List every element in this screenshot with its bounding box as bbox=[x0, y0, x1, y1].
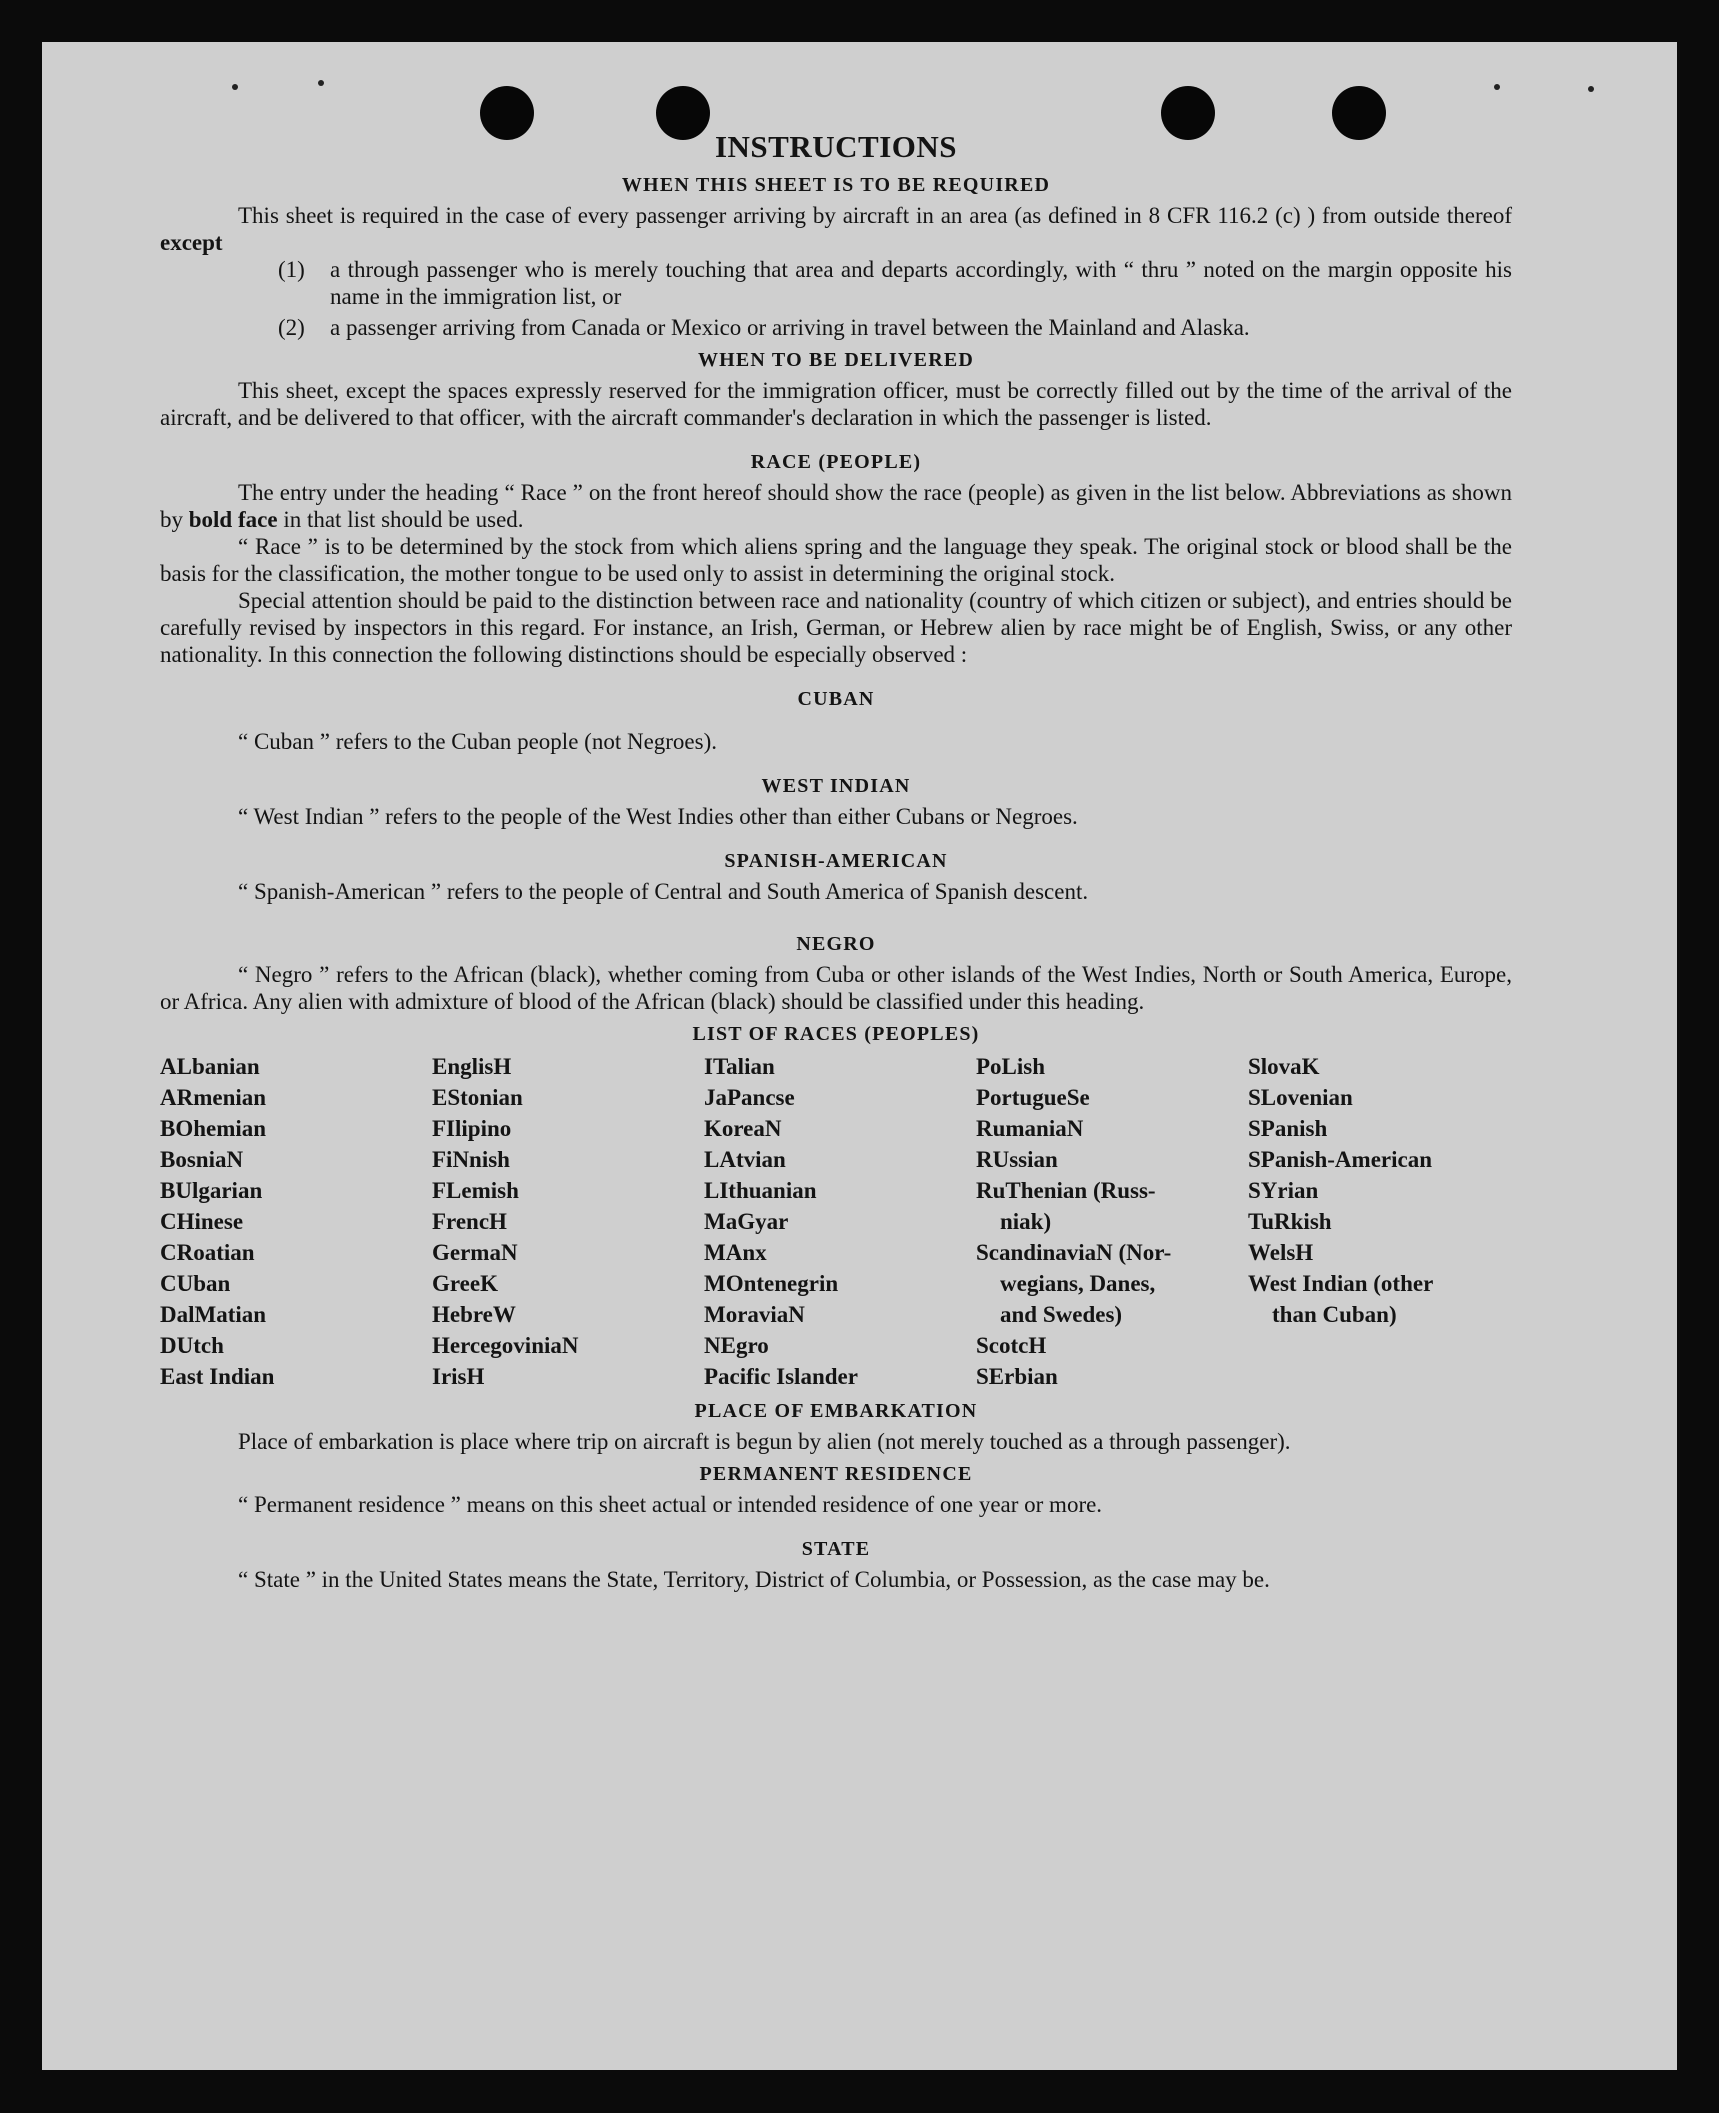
races-column-1 bbox=[160, 1051, 432, 1392]
heading-when-required: WHEN THIS SHEET IS TO BE REQUIRED bbox=[621, 174, 1051, 196]
heading-when-delivered: WHEN TO BE DELIVERED bbox=[697, 349, 975, 371]
required-intro-text: This sheet is required in the case of every passenger arriving by aircraft in an area (as defined in 8 CFR 116.2 (c) ) from outside thereof bbox=[238, 203, 1512, 228]
heading-spanish-american: SPANISH-AMERICAN bbox=[724, 850, 948, 872]
race-entry: MOntenegrin bbox=[704, 1271, 839, 1296]
race-entry: RUssian bbox=[976, 1147, 1058, 1172]
race-entry: GermaN bbox=[432, 1240, 518, 1265]
race-entry: CHinese bbox=[160, 1209, 244, 1234]
residence-text: “ Permanent residence ” means on this sheet actual or intended residence of one year or more. bbox=[238, 1492, 1103, 1517]
negro-text: “ Negro ” refers to the African (black), whether coming from Cuba or other islands of the West Indies, North or South America, Europe, or Africa. Any alien with admixture of blood of the African (black) should be classified under this heading. bbox=[160, 962, 1512, 1014]
race-entry: Pacific Islander bbox=[704, 1364, 858, 1389]
race-entry: LIthuanian bbox=[704, 1178, 817, 1203]
races-column-3 bbox=[704, 1051, 976, 1392]
race-p1-bold: bold face bbox=[188, 507, 278, 532]
race-entry: CUban bbox=[160, 1271, 231, 1296]
race-entry: FiNnish bbox=[432, 1147, 510, 1172]
heading-list-of-races: LIST OF RACES (PEOPLES) bbox=[692, 1023, 980, 1045]
race-entry: ScandinaviaN (Nor- bbox=[976, 1240, 1172, 1265]
cuban-text: “ Cuban ” refers to the Cuban people (not Negroes). bbox=[238, 729, 718, 754]
race-entry: East Indian bbox=[160, 1364, 275, 1389]
speck bbox=[1588, 86, 1594, 92]
race-entry: SPanish-American bbox=[1248, 1147, 1432, 1172]
race-paragraph-2: “ Race ” is to be determined by the stock from which aliens spring and the language they speak. The original stock or blood shall be the basis for the classification, the mother tongue to be used only to assist in determining the original stock. bbox=[160, 534, 1512, 586]
race-entry: PoLish bbox=[976, 1054, 1046, 1079]
race-entry: DUtch bbox=[160, 1333, 224, 1358]
race-entry: GreeK bbox=[432, 1271, 498, 1296]
race-entry: ARmenian bbox=[160, 1085, 267, 1110]
races-column-2 bbox=[432, 1051, 704, 1392]
race-entry: HercegoviniaN bbox=[432, 1333, 579, 1358]
race-paragraph-3: Special attention should be paid to the distinction between race and nationality (country of which citizen or subject), and entries should be carefully revised by inspectors in this regard. For instance, an Irish, German, or Hebrew alien by race might be of English, Swiss, or any other nationality. In this connection the following distinctions should be especially observed : bbox=[160, 588, 1512, 667]
race-entry: MaGyar bbox=[704, 1209, 789, 1234]
heading-cuban: CUBAN bbox=[797, 688, 875, 710]
race-entry: ITalian bbox=[704, 1054, 775, 1079]
race-entry: PortugueSe bbox=[976, 1085, 1090, 1110]
race-entry: ALbanian bbox=[160, 1054, 260, 1079]
race-entry-continued: than Cuban) bbox=[1272, 1302, 1397, 1327]
race-entry: JaPancse bbox=[704, 1085, 795, 1110]
race-entry: TuRkish bbox=[1248, 1209, 1332, 1234]
race-entry: HebreW bbox=[432, 1302, 516, 1327]
race-entry: RumaniaN bbox=[976, 1116, 1084, 1141]
race-entry: EnglisH bbox=[432, 1054, 512, 1079]
race-entry: CRoatian bbox=[160, 1240, 255, 1265]
race-entry: RuThenian (Russ- bbox=[976, 1178, 1156, 1203]
required-item-1 bbox=[160, 256, 1512, 310]
item-number: (2) bbox=[278, 315, 305, 340]
item-text: a through passenger who is merely touching that area and departs accordingly, with “ thru ” noted on the margin opposite his name in the immigration list, or bbox=[330, 257, 1512, 309]
race-entry: IrisH bbox=[432, 1364, 485, 1389]
races-column-4 bbox=[976, 1051, 1248, 1392]
race-p1-text: The entry under the heading “ Race ” on the front hereof should show the race (people) as given in the list below. Abbreviations as shown by bbox=[160, 480, 1512, 532]
race-entry: MoraviaN bbox=[704, 1302, 805, 1327]
speck bbox=[1494, 84, 1500, 90]
race-entry: MAnx bbox=[704, 1240, 767, 1265]
race-entry-continued: niak) bbox=[1000, 1209, 1052, 1234]
race-entry: FLemish bbox=[432, 1178, 519, 1203]
page-title: INSTRUCTIONS bbox=[714, 129, 957, 164]
required-intro-except: except bbox=[160, 230, 223, 255]
item-number: (1) bbox=[278, 257, 305, 282]
speck bbox=[318, 80, 324, 86]
spanish-american-text: “ Spanish-American ” refers to the people of Central and South America of Spanish descent. bbox=[238, 879, 1089, 904]
race-entry-continued: wegians, Danes, bbox=[1000, 1271, 1156, 1296]
state-text: “ State ” in the United States means the State, Territory, District of Columbia, or Possession, as the case may be. bbox=[238, 1567, 1270, 1592]
race-entry: WelsH bbox=[1248, 1240, 1314, 1265]
required-intro bbox=[160, 202, 1512, 256]
required-item-2 bbox=[160, 314, 1512, 341]
race-entry: FrencH bbox=[432, 1209, 507, 1234]
race-entry: DalMatian bbox=[160, 1302, 267, 1327]
race-entry-continued: and Swedes) bbox=[1000, 1302, 1123, 1327]
race-entry: SYrian bbox=[1248, 1178, 1319, 1203]
race-entry: LAtvian bbox=[704, 1147, 786, 1172]
race-entry: BUlgarian bbox=[160, 1178, 263, 1203]
embarkation-text: Place of embarkation is place where trip on aircraft is begun by alien (not merely touched as a through passenger). bbox=[238, 1429, 1291, 1454]
west-indian-text: “ West Indian ” refers to the people of the West Indies other than either Cubans or Negroes. bbox=[238, 804, 1078, 829]
race-entry: West Indian (other bbox=[1248, 1271, 1434, 1296]
race-entry: SPanish bbox=[1248, 1116, 1328, 1141]
item-text: a passenger arriving from Canada or Mexico or arriving in travel between the Mainland and Alaska. bbox=[330, 315, 1250, 340]
speck bbox=[232, 84, 238, 90]
race-entry: SErbian bbox=[976, 1364, 1058, 1389]
delivered-text: This sheet, except the spaces expressly reserved for the immigration officer, must be correctly filled out by the time of the arrival of the aircraft, and be delivered to that officer, with the aircraft commander's declaration in which the passenger is listed. bbox=[160, 378, 1512, 430]
race-entry: SlovaK bbox=[1248, 1054, 1320, 1079]
heading-west-indian: WEST INDIAN bbox=[761, 775, 911, 797]
races-column-5 bbox=[1248, 1051, 1512, 1392]
race-entry: EStonian bbox=[432, 1085, 523, 1110]
race-paragraph-1 bbox=[160, 479, 1512, 533]
heading-race: RACE (PEOPLE) bbox=[750, 451, 922, 473]
races-list bbox=[160, 1051, 1512, 1392]
heading-negro: NEGRO bbox=[796, 933, 876, 955]
race-entry: KoreaN bbox=[704, 1116, 782, 1141]
race-p1-end: in that list should be used. bbox=[277, 507, 524, 532]
race-entry: ScotcH bbox=[976, 1333, 1047, 1358]
race-entry: BosniaN bbox=[160, 1147, 244, 1172]
race-entry: FIlipino bbox=[432, 1116, 512, 1141]
race-entry: BOhemian bbox=[160, 1116, 267, 1141]
heading-embarkation: PLACE OF EMBARKATION bbox=[694, 1400, 978, 1422]
instructions-content bbox=[160, 128, 1512, 1593]
race-entry: NEgro bbox=[704, 1333, 769, 1358]
race-entry: SLovenian bbox=[1248, 1085, 1353, 1110]
heading-permanent-residence: PERMANENT RESIDENCE bbox=[699, 1463, 973, 1485]
heading-state: STATE bbox=[801, 1538, 871, 1560]
